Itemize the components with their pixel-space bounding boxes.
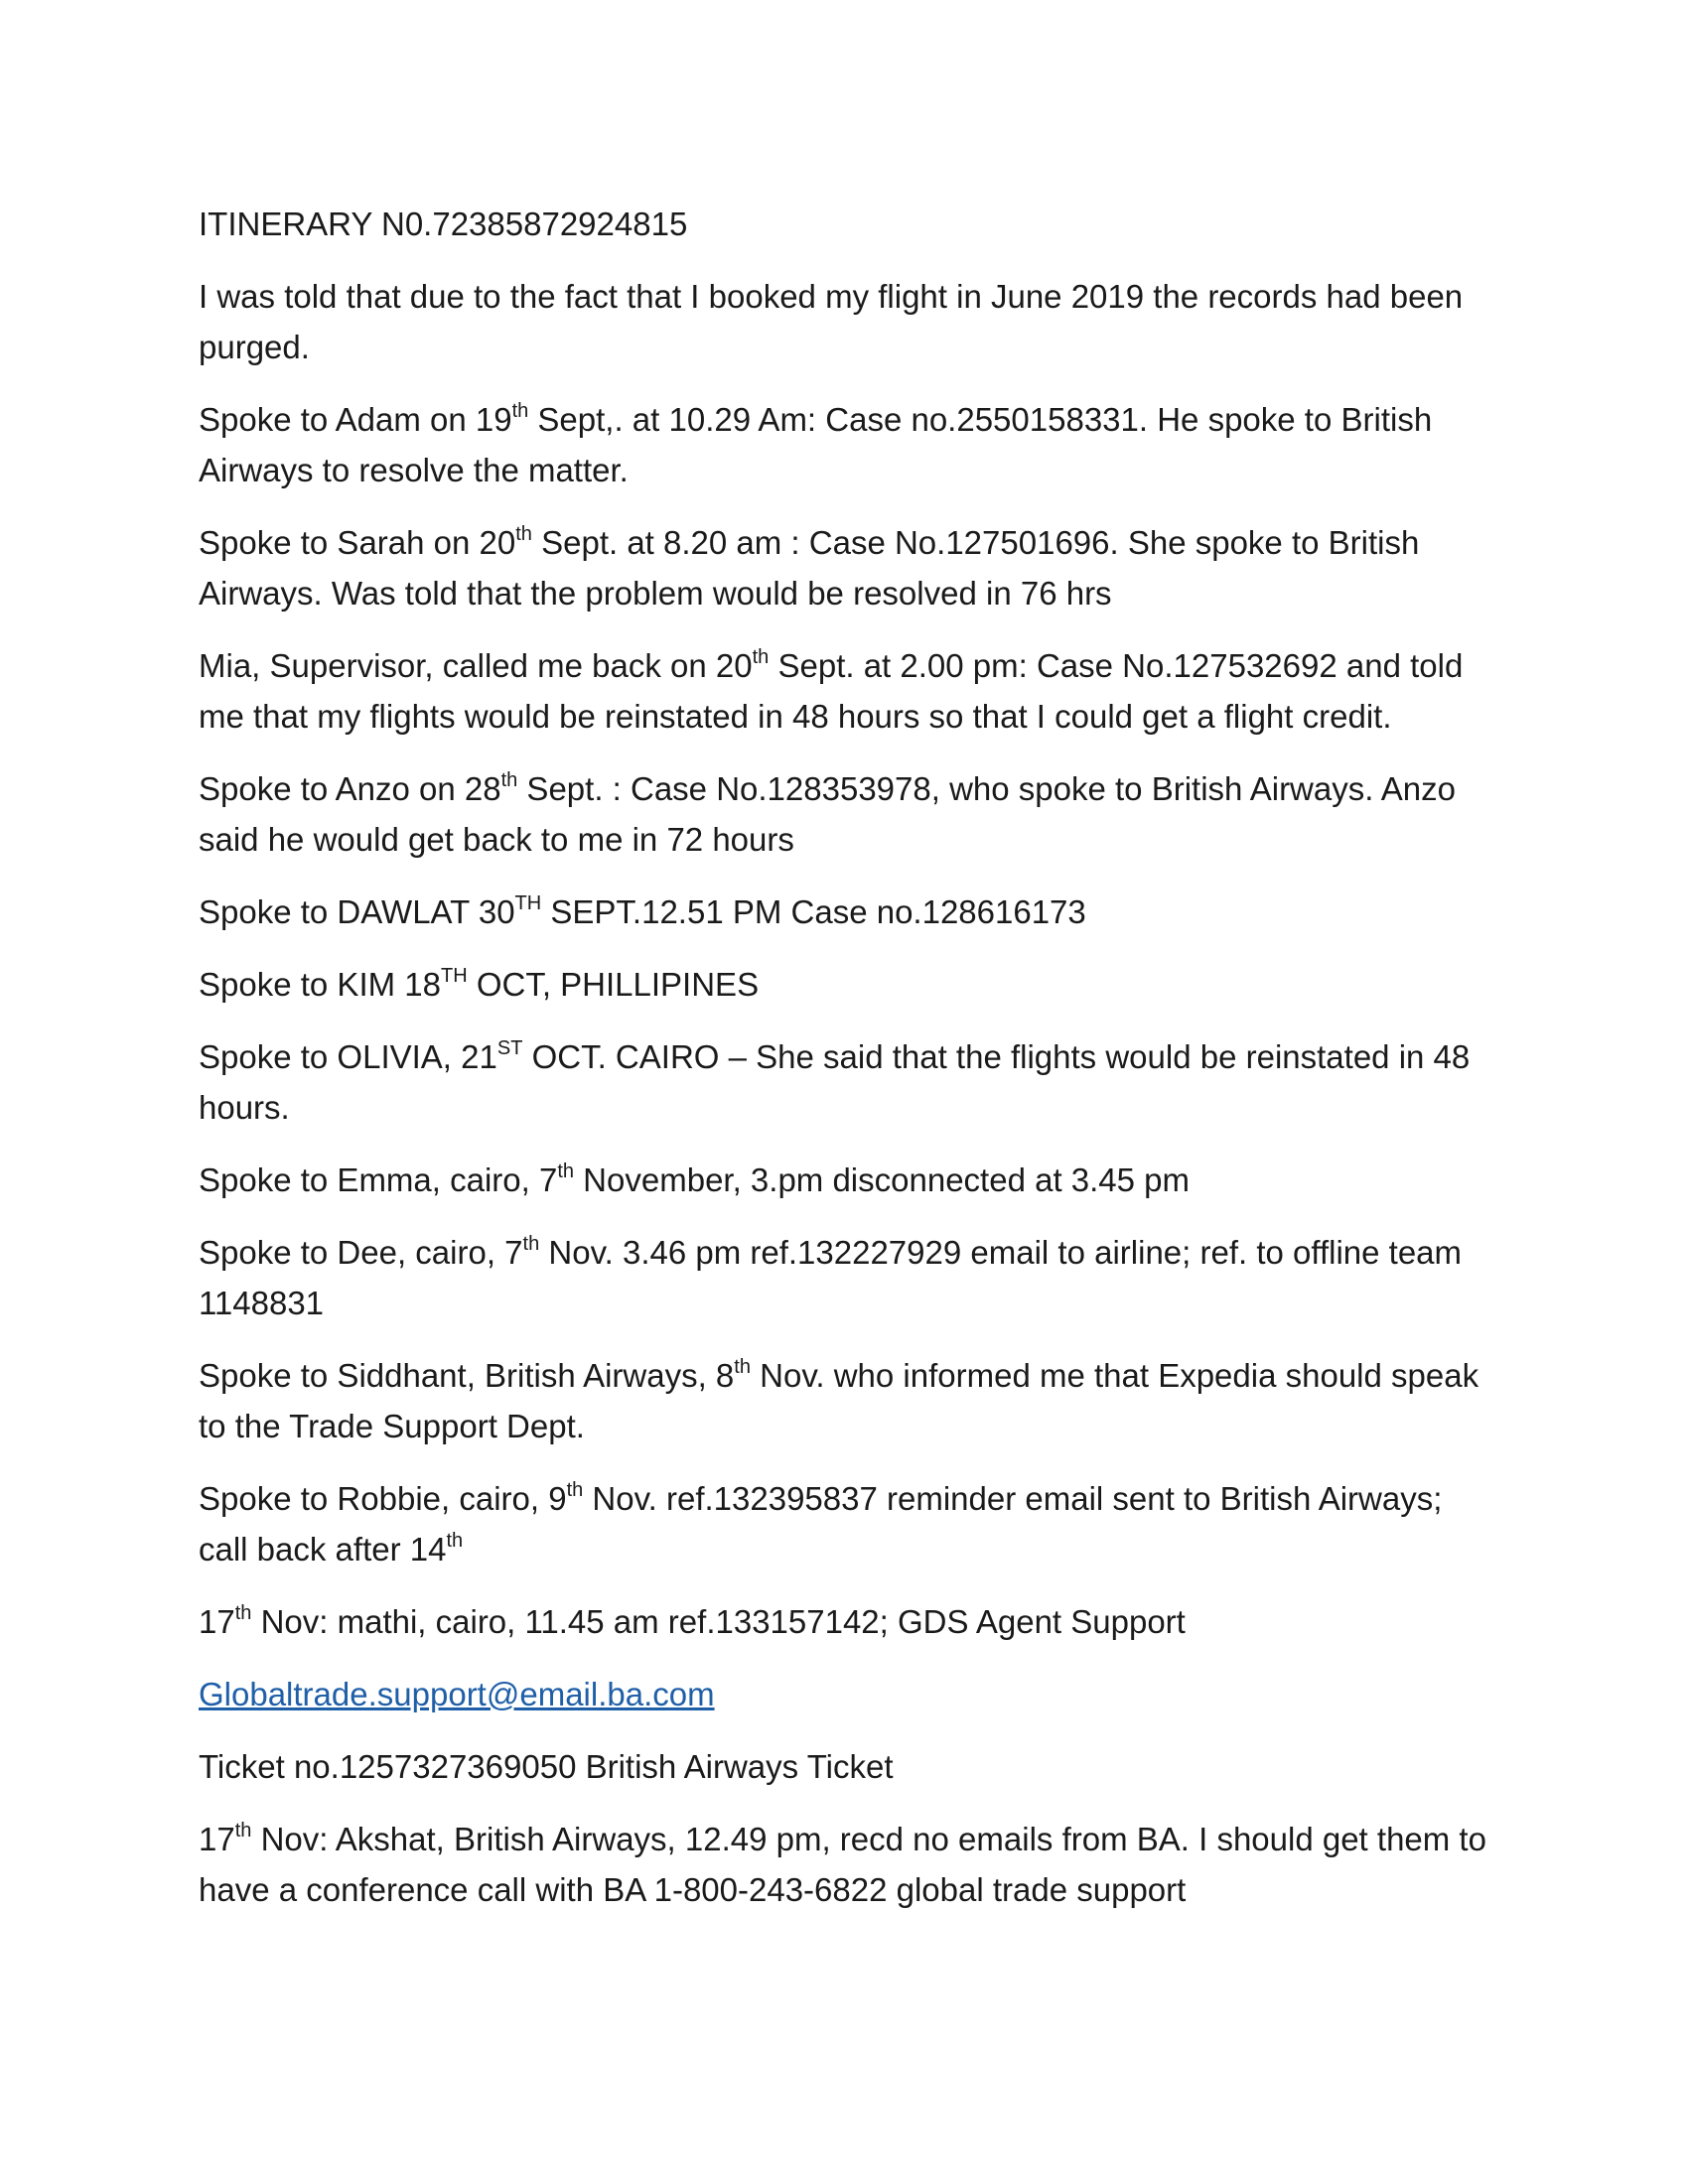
ordinal-suffix: th (752, 646, 770, 668)
paragraph-akshat (199, 1814, 1489, 1915)
paragraph-text: Sept. at 8.20 am : Case No.127501696. She spoke to British Airways. Was told that the problem would be resolved in 76 hrs (199, 524, 1420, 612)
ordinal-suffix: th (557, 1160, 575, 1182)
paragraph-text: Nov: mathi, cairo, 11.45 am ref.133157142; GDS Agent Support (251, 1603, 1186, 1640)
ordinal-suffix: th (500, 769, 518, 791)
ordinal-suffix: th (234, 1820, 252, 1842)
paragraph-dawlat (199, 887, 1489, 937)
paragraph-text: Spoke to Anzo on 28 (199, 770, 501, 807)
email-link[interactable]: Globaltrade.support@email.ba.com (199, 1676, 715, 1712)
paragraph-text: Nov. ref.132395837 reminder email sent to British Airways; call back after 14 (199, 1480, 1443, 1568)
paragraph-kim (199, 959, 1489, 1010)
itinerary-number (199, 199, 1489, 249)
ordinal-suffix: ST (496, 1037, 523, 1059)
ordinal-suffix: th (234, 1602, 252, 1624)
paragraph-text: Nov. who informed me that Expedia should speak to the Trade Support Dept. (199, 1357, 1479, 1444)
ordinal-suffix: th (446, 1530, 464, 1552)
paragraph-text: Spoke to OLIVIA, 21 (199, 1038, 497, 1075)
paragraph-text: 17 (199, 1603, 235, 1640)
paragraph-text: Spoke to Siddhant, British Airways, 8 (199, 1357, 735, 1394)
paragraph-text: OCT. CAIRO – She said that the flights would be reinstated in 48 hours. (199, 1038, 1471, 1126)
paragraph-records-purged (199, 271, 1489, 372)
paragraph-text: SEPT.12.51 PM Case no.128616173 (541, 893, 1086, 930)
paragraph-mathi (199, 1596, 1489, 1647)
ordinal-suffix: th (511, 400, 529, 422)
paragraph-text: Sept. at 2.00 pm: Case No.127532692 and told me that my flights would be reinstated in 48 hours so that I could get a flight credit. (199, 647, 1464, 735)
paragraph-text: Nov: Akshat, British Airways, 12.49 pm, recd no emails from BA. I should get them to have a conference call with BA 1-800-243-6822 global trade support (199, 1821, 1486, 1908)
ordinal-suffix: th (515, 523, 532, 545)
paragraph-text: Spoke to Robbie, cairo, 9 (199, 1480, 567, 1517)
paragraph-emma (199, 1155, 1489, 1205)
paragraph-olivia (199, 1031, 1489, 1133)
paragraph-text: I was told that due to the fact that I booked my flight in June 2019 the records had been purged. (199, 278, 1464, 365)
paragraph-text: Ticket no.1257327369050 British Airways Ticket (199, 1748, 894, 1785)
ordinal-suffix: TH (514, 892, 542, 914)
paragraph-text: Sept,. at 10.29 Am: Case no.2550158331. He spoke to British Airways to resolve the matter. (199, 401, 1433, 488)
paragraph-text: Sept. : Case No.128353978, who spoke to British Airways. Anzo said he would get back to me in 72 hours (199, 770, 1456, 858)
paragraph-text: Nov. 3.46 pm ref.132227929 email to airline; ref. to offline team 1148831 (199, 1234, 1463, 1321)
email-paragraph (199, 1669, 1489, 1719)
paragraph-robbie (199, 1473, 1489, 1574)
paragraph-text: Spoke to KIM 18 (199, 966, 441, 1003)
paragraph-dee (199, 1227, 1489, 1328)
paragraph-mia (199, 640, 1489, 742)
paragraph-text: Spoke to DAWLAT 30 (199, 893, 515, 930)
paragraph-text: Spoke to Adam on 19 (199, 401, 512, 438)
paragraph-text: Mia, Supervisor, called me back on 20 (199, 647, 753, 684)
paragraph-ticket (199, 1741, 1489, 1792)
ordinal-suffix: TH (440, 965, 468, 987)
paragraph-adam (199, 394, 1489, 495)
paragraph-text: 17 (199, 1821, 235, 1857)
ordinal-suffix: th (522, 1233, 540, 1255)
ordinal-suffix: th (734, 1356, 751, 1378)
itinerary-text: ITINERARY N0.72385872924815 (199, 205, 688, 242)
paragraph-siddhant (199, 1350, 1489, 1451)
paragraph-anzo (199, 763, 1489, 865)
paragraph-sarah (199, 517, 1489, 618)
paragraph-text: OCT, PHILLIPINES (467, 966, 760, 1003)
paragraph-text: Spoke to Emma, cairo, 7 (199, 1161, 558, 1198)
document-page (199, 199, 1489, 1937)
ordinal-suffix: th (566, 1479, 584, 1501)
paragraph-text: November, 3.pm disconnected at 3.45 pm (574, 1161, 1191, 1198)
paragraph-text: Spoke to Sarah on 20 (199, 524, 516, 561)
paragraph-text: Spoke to Dee, cairo, 7 (199, 1234, 523, 1271)
